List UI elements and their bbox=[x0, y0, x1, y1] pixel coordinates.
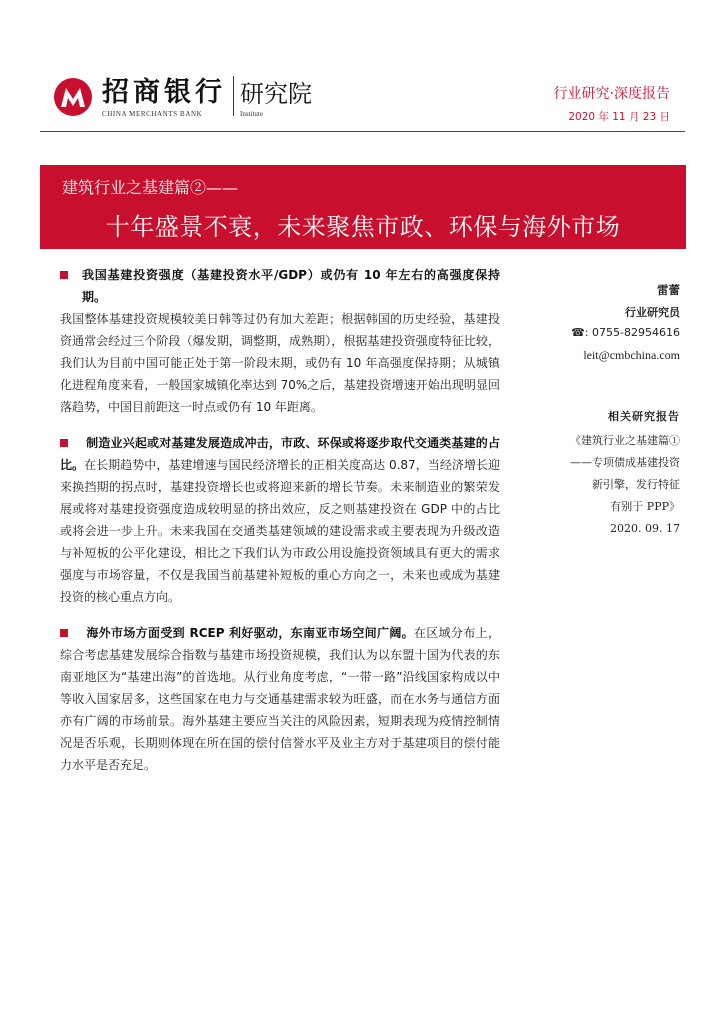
author-phone: ☎: 0755-82954616 bbox=[571, 326, 680, 339]
section-lead: 我国基建投资强度（基建投资水平/GDP）或仍有 10 年左右的高强度保持期。 bbox=[82, 268, 500, 304]
report-type: 行业研究·深度报告 bbox=[553, 86, 670, 102]
brand-divider bbox=[233, 76, 234, 116]
related-report-line: 新引擎，发行特征 bbox=[592, 478, 680, 491]
summary-section-1 bbox=[60, 264, 500, 418]
author-email[interactable]: leit@cmbchina.com bbox=[583, 348, 680, 362]
section-body: 我国整体基建投资规模较美日韩等过仍有加大差距；根据韩国的历史经验，基建投资通常会经过三个阶段（爆发期，调整期，成熟期），根据基建投资强度特征比较，我们认为目前中国可能正处于第一阶段末期，或仍有 10 年高强度保持期；从城镇化进程角度来看，一般国家城镇化率达到 70%之后，基建投资增速开始出现明显回落趋势，中国目前距这一时点或仍有 10 年距离。 bbox=[60, 312, 500, 414]
brand-name: 招商银行 bbox=[102, 77, 226, 108]
report-date: 2020 年 11 月 23 日 bbox=[568, 111, 670, 123]
related-report-line: ——专项债成基建投资 bbox=[570, 456, 680, 469]
brand-name-en: CHINA MERCHANTS BANK bbox=[102, 110, 203, 118]
author-role: 行业研究员 bbox=[625, 306, 680, 319]
summary-column bbox=[60, 264, 500, 790]
related-report-item[interactable] bbox=[540, 430, 680, 540]
series-label: 建筑行业之基建篇②—— bbox=[62, 178, 239, 197]
bullet-square-icon bbox=[60, 439, 68, 447]
report-title: 十年盛景不衰，未来聚焦市政、环保与海外市场 bbox=[105, 213, 621, 241]
section-lead: 制造业兴起或对基建发展造成冲击，市政、环保或将逐步取代交通类基建的占比。 bbox=[60, 436, 500, 472]
institute-name: 研究院 bbox=[240, 80, 312, 108]
section-body: 在长期趋势中，基建增速与国民经济增长的正相关度高达 0.87，当经济增长迎来换挡期的拐点时，基建投资增长也或将迎来新的增长节奏。未来制造业的繁荣发展或将对基建投资强度造成较明显的挤出效应，反之则基建投资在 GDP 中的占比或将会进一步上升。未来我国在交通类基建领域的建设需求或主要表现为升级改造与补短板的公平化建设，相比之下我们认为市政公用设施投资领域具有更大的需求强度与市场容量，不仅是我国当前基建补短板的重心方向之一，未来也或成为基建投资的核心重点方向。 bbox=[60, 458, 500, 604]
summary-section-3 bbox=[60, 622, 500, 776]
author-name: 雷蕾 bbox=[657, 283, 680, 297]
related-report-date: 2020. 09. 17 bbox=[610, 522, 680, 535]
related-report-line: 有别于 PPP》 bbox=[610, 500, 680, 513]
related-reports-heading: 相关研究报告 bbox=[608, 410, 680, 423]
cmb-logo-icon bbox=[53, 77, 93, 117]
section-lead: 海外市场方面受到 RCEP 利好驱动，东南亚市场空间广阔。 bbox=[86, 626, 414, 640]
header-rule bbox=[40, 131, 685, 132]
summary-section-2 bbox=[60, 432, 500, 608]
section-body: 在区域分布上，综合考虑基建发展综合指数与基建市场投资规模，我们认为以东盟十国为代表的东南亚地区为“基建出海”的首选地。从行业角度考虑，“一带一路”沿线国家构成以中等收入国家居多，这些国家在电力与交通基建需求较为旺盛，而在水务与通信方面亦有广阔的市场前景。海外基建主要应当关注的风险因素，短期表现为疫情控制情况是否乐观，长期则体现在所在国的偿付信誉水平及业主方对于基建项目的偿付能力水平是否充足。 bbox=[60, 626, 500, 772]
bullet-square-icon bbox=[60, 629, 68, 637]
bullet-square-icon bbox=[60, 271, 68, 279]
institute-name-en: Institute bbox=[240, 110, 263, 118]
telephone-icon: ☎: bbox=[571, 326, 593, 339]
related-report-line: 《建筑行业之基建篇① bbox=[570, 434, 680, 447]
